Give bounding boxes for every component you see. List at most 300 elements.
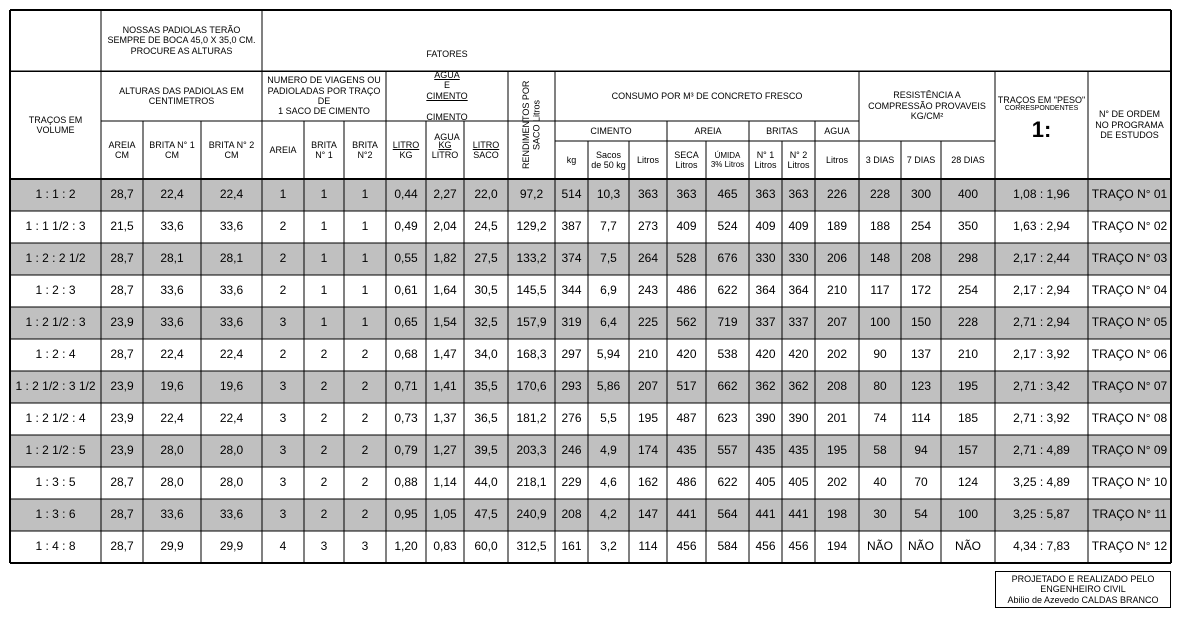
cell-fator-kg-litro: 1,27 (433, 443, 457, 458)
cell-traco-peso: 4,34 : 7,83 (1013, 539, 1070, 554)
cell-consumo-cimento-kg: 208 (561, 507, 582, 522)
cell-consumo-agua: 189 (826, 219, 848, 234)
cell-traco-peso: 2,71 : 4,89 (1013, 443, 1070, 458)
kg-litro-top: KG (438, 139, 452, 150)
cell-viagens-brita1: 2 (320, 475, 328, 490)
cell-altura-brita2: 28,0 (219, 443, 244, 458)
cell-consumo-agua: 202 (826, 347, 848, 362)
cell-consumo-areia-umida: 719 (717, 315, 738, 330)
padiolas-note: NOSSAS PADIOLAS TERÃO SEMPRE DE BOCA 45,0 X 35,0 CM. PROCURE AS ALTURAS (107, 24, 256, 56)
cell-viagens-brita1: 2 (320, 443, 328, 458)
cell-consumo-areia-seca: 486 (676, 283, 697, 298)
cell-altura-areia: 23,9 (110, 443, 134, 458)
cell-consumo-brita2: 330 (788, 251, 809, 266)
cell-consumo-areia-umida: 584 (717, 539, 738, 554)
cell-consumo-cimento-kg: 344 (561, 283, 582, 298)
header-umida: ÚMIDA 3% Litros (710, 150, 745, 169)
cell-consumo-cimento-litros: 147 (637, 507, 659, 522)
cell-viagens-brita1: 3 (320, 539, 328, 554)
cell-viagens-brita1: 1 (320, 219, 328, 234)
cell-resistencia-3-dias: 74 (873, 411, 887, 426)
cell-rendimento: 312,5 (516, 539, 547, 554)
cell-consumo-brita2: 363 (788, 187, 809, 202)
cell-traco-peso: 2,71 : 2,94 (1013, 315, 1070, 330)
cell-consumo-cimento-sacos: 3,2 (600, 539, 617, 554)
cell-altura-brita1: 29,9 (160, 539, 184, 554)
cell-consumo-agua: 202 (826, 475, 848, 490)
header-ordem: N° DE ORDEM NO PROGRAMA DE ESTUDOS (1095, 109, 1164, 141)
cell-traco-peso: 2,17 : 2,44 (1013, 251, 1070, 266)
cell-consumo-brita1: 362 (755, 379, 776, 394)
cell-consumo-cimento-litros: 210 (637, 347, 659, 362)
cell-resistencia-28-dias: 185 (957, 411, 979, 426)
cell-consumo-agua: 195 (826, 443, 848, 458)
cell-fator-litro-saco: 35,5 (474, 379, 498, 394)
cell-resistencia-28-dias: 298 (957, 251, 979, 266)
cell-consumo-brita1: 435 (755, 443, 776, 458)
header-viagens-brita2: BRITA N°2 (352, 139, 378, 160)
cell-rendimento: 168,3 (516, 347, 547, 362)
cell-viagens-brita2: 2 (361, 475, 369, 490)
cell-consumo-cimento-kg: 374 (561, 251, 582, 266)
cell-resistencia-3-dias: 30 (873, 507, 887, 522)
cell-resistencia-7-dias: 70 (914, 475, 928, 490)
cell-consumo-cimento-sacos: 6,4 (600, 315, 617, 330)
fatores-cimento2: CIMENTO (426, 111, 468, 122)
cell-numero-ordem: TRAÇO N° 01 (1091, 187, 1168, 202)
header-7-dias: 7 DIAS (906, 154, 936, 165)
header-seca: SECA Litros (674, 149, 699, 170)
cell-altura-brita2: 22,4 (219, 411, 244, 426)
cell-viagens-areia: 3 (279, 315, 287, 330)
cell-fator-litro-kg: 0,79 (394, 443, 418, 458)
cell-fator-litro-kg: 0,71 (394, 379, 418, 394)
cell-fator-litro-saco: 36,5 (474, 411, 498, 426)
cell-traco-peso: 1,08 : 1,96 (1013, 187, 1070, 202)
cell-traco-volume: 1 : 2 : 4 (35, 347, 76, 362)
cell-altura-areia: 23,9 (110, 379, 134, 394)
cell-consumo-cimento-kg: 229 (561, 475, 582, 490)
cell-fator-litro-saco: 44,0 (474, 475, 498, 490)
header-alturas: ALTURAS DAS PADIOLAS EM CENTIMETROS (119, 85, 244, 106)
credit-line-3: Abilio de Azevedo CALDAS BRANCO (1007, 594, 1159, 605)
fatores-agua: AGUA (434, 70, 460, 81)
cell-fator-litro-saco: 24,5 (474, 219, 498, 234)
cell-traco-peso: 2,17 : 3,92 (1013, 347, 1070, 362)
cell-altura-brita2: 29,9 (219, 539, 244, 554)
cell-fator-kg-litro: 1,54 (433, 315, 457, 330)
cell-resistencia-28-dias: 124 (957, 475, 979, 490)
cell-viagens-brita2: 2 (361, 443, 369, 458)
cell-resistencia-28-dias: 228 (957, 315, 979, 330)
header-n2-litros: N° 2 Litros (787, 149, 810, 170)
cell-viagens-areia: 3 (279, 379, 287, 394)
cell-viagens-brita1: 2 (320, 507, 328, 522)
cell-resistencia-3-dias: 90 (873, 347, 887, 362)
cell-altura-brita1: 22,4 (160, 411, 184, 426)
cell-fator-litro-kg: 0,65 (394, 315, 418, 330)
cell-consumo-cimento-litros: 225 (637, 315, 659, 330)
cell-altura-areia: 28,7 (110, 475, 134, 490)
cell-resistencia-7-dias: NÃO (907, 539, 934, 554)
cell-consumo-cimento-kg: 293 (561, 379, 582, 394)
cell-consumo-cimento-sacos: 10,3 (596, 187, 621, 202)
cell-altura-areia: 28,7 (110, 251, 134, 266)
cell-rendimento: 133,2 (516, 251, 547, 266)
cell-resistencia-7-dias: 114 (911, 411, 931, 426)
cell-fator-litro-kg: 0,73 (394, 411, 418, 426)
cell-resistencia-3-dias: 40 (873, 475, 887, 490)
cell-viagens-areia: 3 (279, 443, 287, 458)
cell-rendimento: 240,9 (516, 507, 547, 522)
cell-viagens-brita1: 1 (320, 283, 328, 298)
cell-resistencia-3-dias: 117 (870, 283, 890, 298)
header-viagens: NUMERO DE VIAGENS OU PADIOLADAS POR TRAÇO DE 1 SACO DE CIMENTO (267, 75, 381, 117)
cell-viagens-areia: 3 (279, 475, 287, 490)
cell-resistencia-28-dias: 157 (957, 443, 979, 458)
cell-consumo-cimento-litros: 363 (637, 187, 659, 202)
cell-viagens-brita1: 1 (320, 187, 328, 202)
cell-traco-volume: 1 : 2 1/2 : 5 (25, 443, 86, 458)
cell-resistencia-28-dias: 100 (957, 507, 979, 522)
cell-altura-brita1: 33,6 (160, 219, 184, 234)
cell-fator-litro-kg: 0,55 (394, 251, 418, 266)
cell-viagens-areia: 1 (279, 187, 287, 202)
cell-viagens-areia: 2 (279, 283, 287, 298)
cell-fator-kg-litro: 1,41 (433, 379, 457, 394)
cell-altura-brita2: 33,6 (219, 219, 244, 234)
cell-altura-brita2: 33,6 (219, 507, 244, 522)
cell-consumo-cimento-kg: 297 (561, 347, 582, 362)
credit-line-2: ENGENHEIRO CIVIL (1040, 584, 1126, 595)
cell-viagens-brita2: 2 (361, 411, 369, 426)
cell-consumo-cimento-sacos: 7,5 (600, 251, 617, 266)
cell-altura-areia: 23,9 (110, 315, 134, 330)
cell-altura-brita2: 22,4 (219, 187, 244, 202)
cell-viagens-brita2: 2 (361, 379, 369, 394)
cell-altura-brita2: 28,1 (219, 251, 244, 266)
cell-viagens-brita2: 2 (361, 507, 369, 522)
cell-consumo-cimento-sacos: 4,2 (600, 507, 617, 522)
cell-rendimento: 97,2 (519, 187, 544, 202)
cell-consumo-cimento-kg: 161 (561, 539, 582, 554)
cell-consumo-cimento-sacos: 5,86 (596, 379, 621, 394)
cell-consumo-cimento-sacos: 7,7 (600, 219, 617, 234)
cell-traco-peso: 2,71 : 3,92 (1013, 411, 1070, 426)
cell-consumo-areia-seca: 441 (676, 507, 697, 522)
cell-traco-volume: 1 : 1 : 2 (35, 187, 76, 202)
cell-viagens-areia: 4 (279, 539, 287, 554)
cell-consumo-brita2: 362 (788, 379, 809, 394)
cell-consumo-areia-umida: 564 (717, 507, 738, 522)
cell-altura-brita1: 28,0 (160, 475, 184, 490)
header-brita1-cm: BRITA N° 1 CM (149, 139, 195, 160)
header-cimento: CIMENTO (590, 125, 632, 136)
header-viagens-brita1: BRITA N° 1 (311, 139, 337, 160)
cell-consumo-areia-seca: 363 (676, 187, 697, 202)
cell-consumo-cimento-kg: 246 (561, 443, 582, 458)
cell-altura-brita1: 28,0 (160, 443, 184, 458)
cell-traco-peso: 3,25 : 5,87 (1013, 507, 1070, 522)
cell-consumo-brita1: 390 (755, 411, 776, 426)
header-litro-kg (386, 121, 426, 179)
cell-consumo-areia-umida: 465 (717, 187, 738, 202)
cell-consumo-cimento-litros: 264 (637, 251, 659, 266)
cell-altura-brita2: 33,6 (219, 283, 244, 298)
cell-altura-brita2: 33,6 (219, 315, 244, 330)
cell-resistencia-28-dias: 254 (957, 283, 979, 298)
cell-resistencia-3-dias: 188 (869, 219, 891, 234)
cell-altura-areia: 21,5 (110, 219, 134, 234)
cell-consumo-cimento-litros: 174 (637, 443, 659, 458)
cell-traco-volume: 1 : 4 : 8 (35, 539, 76, 554)
cell-fator-litro-saco: 34,0 (474, 347, 498, 362)
cell-numero-ordem: TRAÇO N° 12 (1091, 539, 1168, 554)
cell-consumo-agua: 194 (826, 539, 848, 554)
cell-resistencia-7-dias: 94 (914, 443, 928, 458)
cell-fator-litro-kg: 0,49 (394, 219, 418, 234)
cell-resistencia-28-dias: NÃO (954, 539, 981, 554)
cell-altura-areia: 28,7 (110, 187, 134, 202)
cell-altura-brita1: 22,4 (160, 347, 184, 362)
cell-traco-volume: 1 : 2 : 3 (35, 283, 76, 298)
cell-altura-areia: 28,7 (110, 347, 134, 362)
cell-consumo-agua: 208 (826, 379, 848, 394)
cell-consumo-areia-seca: 528 (676, 251, 697, 266)
cell-altura-brita1: 19,6 (160, 379, 184, 394)
cell-consumo-brita1: 405 (755, 475, 776, 490)
cell-resistencia-7-dias: 137 (910, 347, 932, 362)
cell-altura-brita2: 19,6 (219, 379, 244, 394)
cell-viagens-brita2: 1 (361, 187, 369, 202)
header-viagens-areia: AREIA (269, 144, 297, 155)
cell-consumo-cimento-sacos: 5,5 (600, 411, 617, 426)
cell-consumo-areia-umida: 622 (717, 283, 738, 298)
cell-numero-ordem: TRAÇO N° 11 (1092, 507, 1167, 522)
cell-resistencia-7-dias: 208 (910, 251, 932, 266)
header-areia: AREIA (694, 125, 722, 136)
cell-fator-kg-litro: 2,27 (433, 187, 457, 202)
cell-resistencia-3-dias: 148 (869, 251, 891, 266)
cell-rendimento: 181,2 (516, 411, 547, 426)
cell-viagens-areia: 2 (279, 251, 287, 266)
litro-kg-top: LITRO (392, 139, 420, 150)
cell-resistencia-3-dias: NÃO (866, 539, 893, 554)
cell-fator-kg-litro: 1,47 (433, 347, 457, 362)
cell-consumo-agua: 207 (826, 315, 848, 330)
cell-consumo-areia-seca: 435 (676, 443, 697, 458)
header-resistencia: RESISTÊNCIA A COMPRESSÃO PROVAVEIS KG/CM² (868, 90, 986, 122)
cell-consumo-cimento-sacos: 6,9 (600, 283, 617, 298)
cell-consumo-brita1: 330 (755, 251, 776, 266)
header-sacos: Sacos de 50 kg (591, 149, 626, 170)
cell-consumo-cimento-kg: 319 (561, 315, 582, 330)
cell-consumo-brita1: 409 (755, 219, 776, 234)
cell-viagens-areia: 2 (279, 347, 287, 362)
cell-consumo-areia-umida: 622 (717, 475, 738, 490)
cell-resistencia-28-dias: 400 (957, 187, 979, 202)
cell-fator-litro-kg: 0,68 (394, 347, 418, 362)
cell-numero-ordem: TRAÇO N° 02 (1091, 219, 1168, 234)
tracos-peso-ratio: 1: (1031, 117, 1052, 143)
header-brita2-cm: BRITA N° 2 CM (208, 139, 255, 160)
cell-resistencia-7-dias: 123 (910, 379, 932, 394)
cell-traco-volume: 1 : 2 1/2 : 3 (25, 315, 86, 330)
cell-altura-areia: 28,7 (110, 539, 134, 554)
cell-traco-peso: 3,25 : 4,89 (1013, 475, 1070, 490)
header-28-dias: 28 DIAS (951, 154, 985, 165)
cell-consumo-agua: 206 (826, 251, 848, 266)
cell-altura-brita1: 28,1 (160, 251, 184, 266)
cell-resistencia-28-dias: 350 (957, 219, 979, 234)
cell-altura-brita1: 33,6 (160, 283, 184, 298)
cell-consumo-cimento-litros: 162 (637, 475, 659, 490)
header-n1-litros: N° 1 Litros (754, 149, 777, 170)
cell-fator-litro-kg: 0,61 (394, 283, 418, 298)
cell-traco-volume: 1 : 2 : 2 1/2 (25, 251, 86, 266)
cell-consumo-brita2: 390 (788, 411, 809, 426)
cell-fator-litro-kg: 0,88 (394, 475, 418, 490)
header-litros-agua: Litros (825, 154, 848, 165)
cell-consumo-areia-umida: 662 (717, 379, 738, 394)
fatores-line2 (426, 60, 467, 101)
cell-viagens-brita1: 2 (320, 347, 328, 362)
kg-litro-bottom: LITRO (431, 150, 459, 160)
author-credit-box (995, 571, 1171, 608)
header-fatores (386, 49, 508, 143)
cell-consumo-brita1: 441 (755, 507, 776, 522)
cell-resistencia-3-dias: 100 (869, 315, 891, 330)
cell-consumo-brita1: 364 (755, 283, 776, 298)
cell-fator-litro-kg: 0,44 (394, 187, 418, 202)
fatores-e: E (443, 80, 450, 91)
header-kg-litro (426, 121, 464, 179)
cell-viagens-brita2: 2 (361, 347, 369, 362)
cell-resistencia-7-dias: 172 (910, 283, 932, 298)
cell-consumo-areia-seca: 420 (676, 347, 697, 362)
cell-consumo-agua: 201 (826, 411, 848, 426)
cell-consumo-brita1: 420 (755, 347, 776, 362)
cell-consumo-areia-umida: 524 (717, 219, 738, 234)
cell-viagens-areia: 2 (279, 219, 287, 234)
cell-viagens-brita1: 2 (320, 379, 328, 394)
cell-fator-litro-saco: 60,0 (474, 539, 498, 554)
cell-resistencia-7-dias: 254 (910, 219, 932, 234)
cell-fator-kg-litro: 0,83 (433, 539, 457, 554)
header-litro-saco (464, 121, 508, 179)
cell-consumo-brita2: 337 (788, 315, 809, 330)
cell-consumo-cimento-kg: 387 (561, 219, 582, 234)
cell-fator-kg-litro: 1,64 (433, 283, 457, 298)
cell-viagens-brita1: 1 (320, 251, 328, 266)
cell-viagens-brita2: 1 (361, 251, 369, 266)
cell-consumo-brita1: 337 (755, 315, 776, 330)
cell-viagens-brita2: 1 (361, 219, 369, 234)
cell-numero-ordem: TRAÇO N° 07 (1091, 379, 1168, 394)
cell-consumo-brita2: 441 (788, 507, 809, 522)
cell-numero-ordem: TRAÇO N° 08 (1091, 411, 1168, 426)
cell-consumo-agua: 198 (826, 507, 848, 522)
cell-consumo-brita2: 364 (788, 283, 809, 298)
cell-traco-volume: 1 : 1 1/2 : 3 (25, 219, 86, 234)
cell-resistencia-28-dias: 210 (957, 347, 979, 362)
cell-consumo-cimento-litros: 195 (637, 411, 659, 426)
cell-altura-brita2: 28,0 (219, 475, 244, 490)
cell-numero-ordem: TRAÇO N° 03 (1091, 251, 1168, 266)
cell-consumo-brita2: 456 (788, 539, 809, 554)
tracos-peso-title: TRAÇOS EM "PESO" (997, 95, 1086, 105)
cell-resistencia-7-dias: 150 (910, 315, 932, 330)
cell-traco-volume: 1 : 2 1/2 : 4 (25, 411, 86, 426)
cell-fator-kg-litro: 1,37 (433, 411, 457, 426)
cell-fator-kg-litro: 1,82 (433, 251, 457, 266)
fatores-agua2: AGUA (434, 132, 460, 143)
cell-fator-litro-kg: 0,95 (394, 507, 418, 522)
cell-fator-litro-saco: 22,0 (474, 187, 498, 202)
cell-consumo-areia-umida: 676 (717, 251, 738, 266)
cell-numero-ordem: TRAÇO N° 05 (1091, 315, 1168, 330)
cell-viagens-brita1: 1 (320, 315, 328, 330)
header-consumo: CONSUMO POR M³ DE CONCRETO FRESCO (611, 90, 803, 101)
cell-consumo-cimento-litros: 273 (637, 219, 659, 234)
cell-consumo-cimento-sacos: 5,94 (596, 347, 621, 362)
cell-traco-peso: 2,71 : 3,42 (1013, 379, 1070, 394)
litro-saco-bottom: SACO (473, 150, 499, 160)
cell-consumo-brita2: 435 (788, 443, 809, 458)
cell-traco-peso: 1,63 : 2,94 (1013, 219, 1070, 234)
cell-consumo-areia-seca: 487 (676, 411, 697, 426)
cell-resistencia-3-dias: 80 (873, 379, 887, 394)
cell-numero-ordem: TRAÇO N° 09 (1091, 443, 1168, 458)
cell-fator-kg-litro: 1,05 (433, 507, 457, 522)
cell-consumo-areia-seca: 562 (676, 315, 697, 330)
header-litros-cimento: Litros (636, 154, 659, 165)
header-agua: AGUA (824, 125, 850, 136)
litro-saco-top: LITRO (472, 139, 500, 150)
cell-consumo-areia-seca: 456 (676, 539, 697, 554)
cell-consumo-agua: 226 (826, 187, 848, 202)
litro-kg-bottom: KG (399, 150, 413, 160)
cell-consumo-cimento-sacos: 4,6 (600, 475, 617, 490)
cell-resistencia-28-dias: 195 (957, 379, 979, 394)
cell-altura-areia: 28,7 (110, 283, 134, 298)
cell-consumo-brita2: 405 (788, 475, 809, 490)
cell-consumo-brita1: 456 (755, 539, 776, 554)
header-kg: kg (566, 154, 577, 165)
cell-traco-volume: 1 : 3 : 6 (35, 507, 76, 522)
header-rendimentos: RENDIMENTOS POR SACO Litros (521, 80, 542, 170)
cell-consumo-areia-seca: 517 (676, 379, 697, 394)
cell-consumo-cimento-kg: 276 (561, 411, 582, 426)
cell-traco-peso: 2,17 : 2,94 (1013, 283, 1070, 298)
cell-consumo-areia-umida: 538 (717, 347, 738, 362)
cell-numero-ordem: TRAÇO N° 10 (1091, 475, 1168, 490)
credit-line-1: PROJETADO E REALIZADO PELO (1011, 573, 1155, 584)
cell-consumo-agua: 210 (826, 283, 848, 298)
cell-rendimento: 129,2 (516, 219, 547, 234)
header-britas: BRITAS (766, 125, 798, 136)
cell-altura-areia: 28,7 (110, 507, 134, 522)
cell-resistencia-7-dias: 54 (914, 507, 928, 522)
cell-numero-ordem: TRAÇO N° 04 (1091, 283, 1168, 298)
cell-resistencia-3-dias: 58 (873, 443, 887, 458)
cell-viagens-brita2: 1 (361, 315, 369, 330)
cell-rendimento: 218,1 (516, 475, 547, 490)
cell-altura-areia: 23,9 (110, 411, 134, 426)
cell-consumo-areia-seca: 409 (676, 219, 697, 234)
cell-fator-litro-saco: 39,5 (474, 443, 498, 458)
cell-consumo-areia-seca: 486 (676, 475, 697, 490)
